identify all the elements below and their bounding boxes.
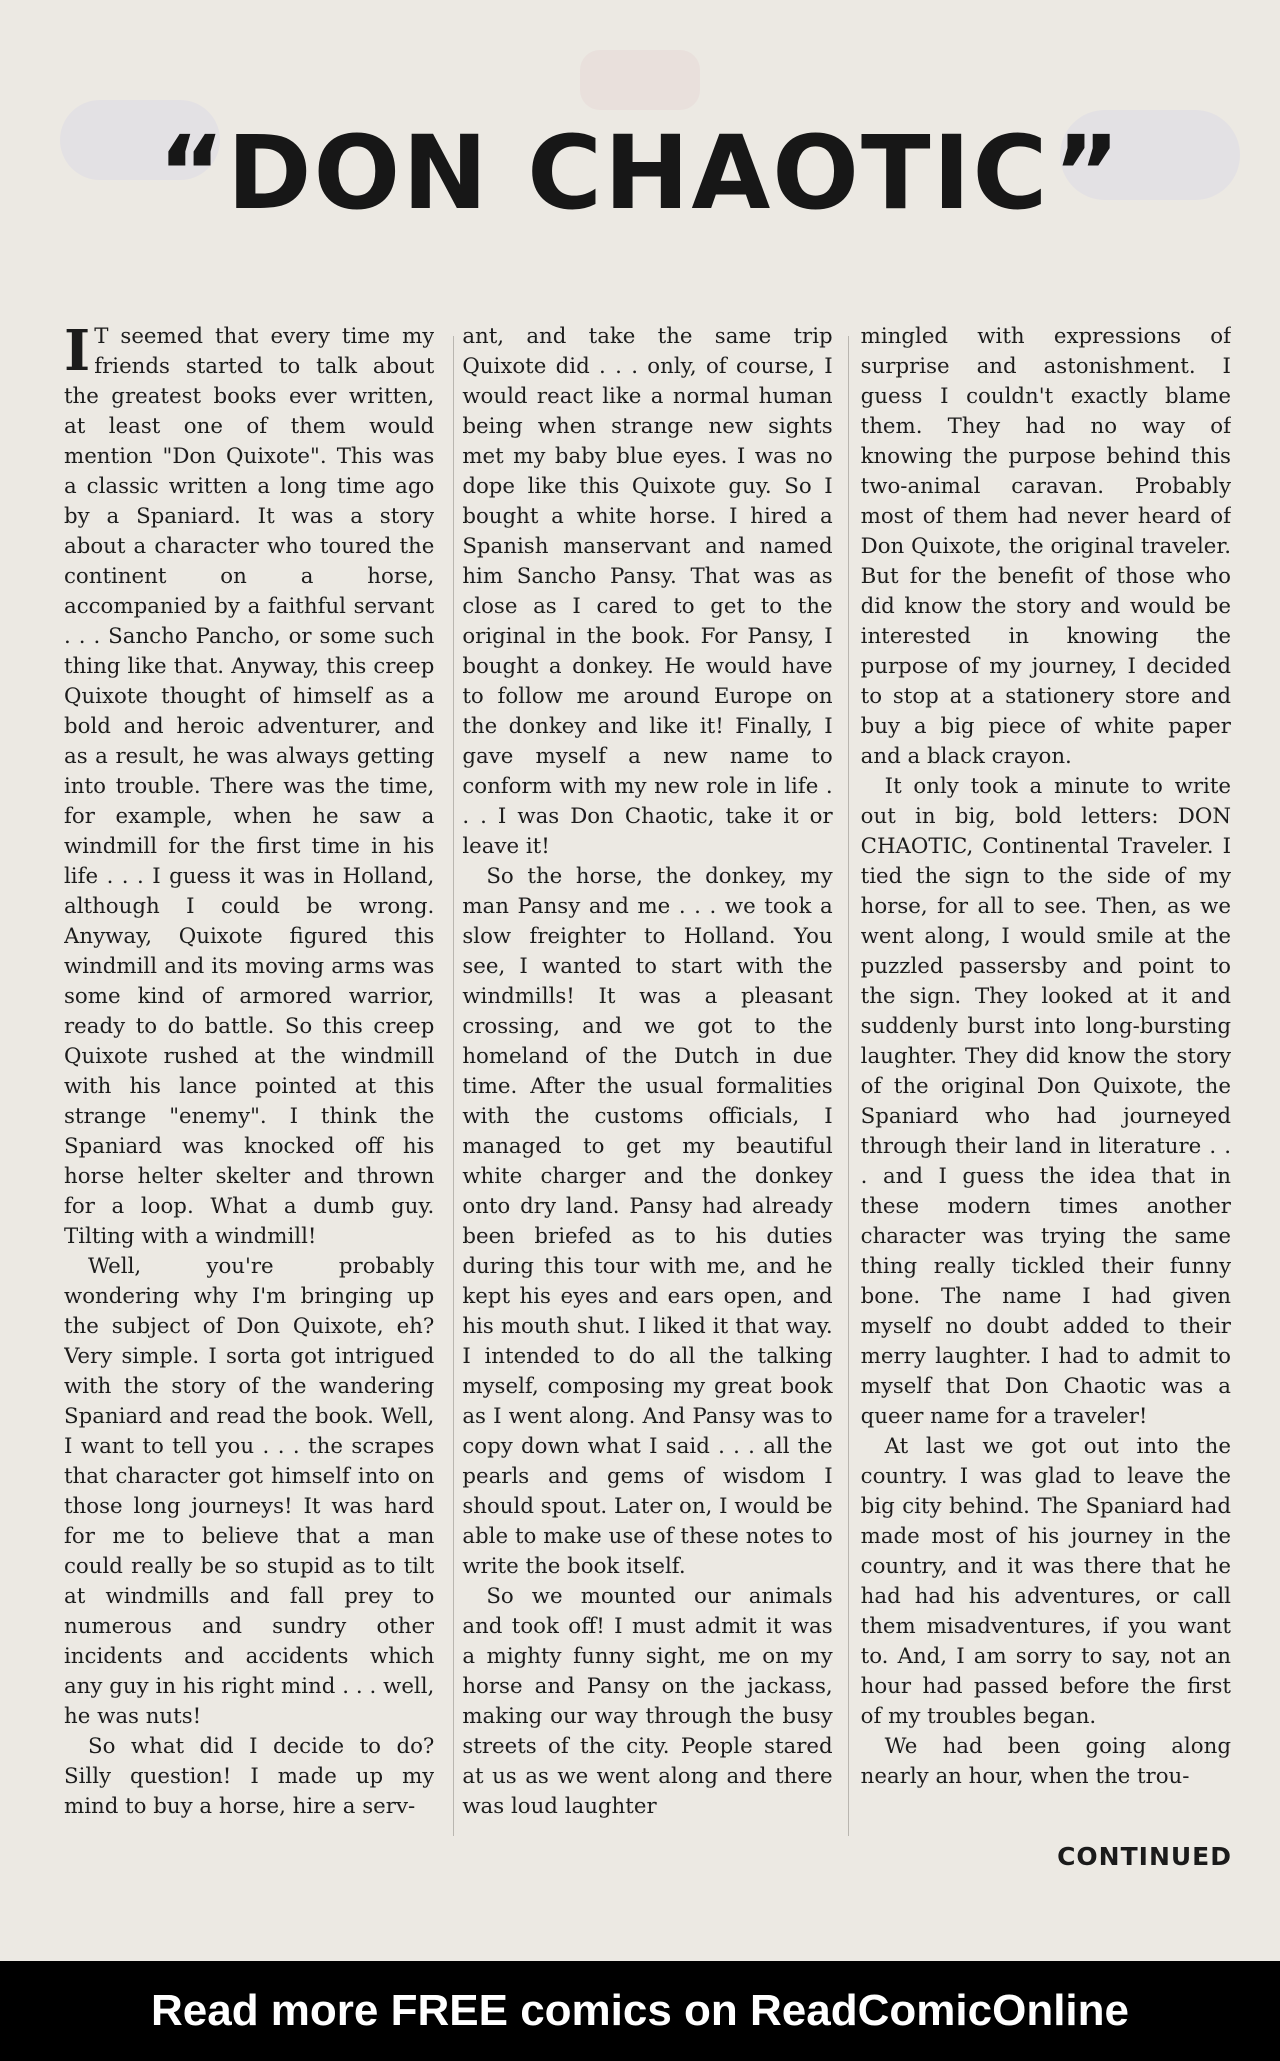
continued-label: CONTINUED [1057, 1842, 1232, 1871]
paragraph [64, 322, 434, 1252]
paragraph: ant, and take the same trip Quixote did . . . only, of course, I would react like a normal human being when strange new sights met my baby blue eyes. I was no dope like this Quixote guy. So I bought a white horse. I hired a Spanish manservant and named him Sancho Pansy. That was as close as I cared to get to the original in the book. For Pansy, I bought a donkey. He would have to follow me around Europe on the donkey and like it! Finally, I gave myself a new name to conform with my new role in life . . . I was Don Chaotic, take it or leave it! [462, 324, 833, 859]
paragraph-text: T seemed that every time my friends started to talk about the greatest books ever written, at least one of them would mention "Don Quixote". This was a classic written a long time ago by a Spaniard. It was a story about a character who toured the continent on a horse, accompanied by a faithful servant . . . Sancho Pancho, or some such thing like that. Anyway, this creep Quixote thought of himself as a bold and heroic adventurer, and as a result, he was always getting into trouble. There was the time, for example, when he saw a windmill for the first time in his life . . . I guess it was in Holland, although I could be wrong. Anyway, Quixote figured this windmill and its moving arms was some kind of armored warrior, ready to do battle. So this creep Quixote rushed at the windmill with his lance pointed at this strange "enemy". I think the Spaniard was knocked off his horse helter skelter and thrown for a loop. What a dumb guy. Tilting with a windmill! [64, 324, 435, 1249]
paragraph: So we mounted our animals and took off! I must admit it was a mighty funny sight, me on my horse and Pansy on the jackass, making our way through the busy streets of the city. People stared at us as we went along and there was loud laughter [462, 1584, 833, 1819]
paragraph: We had been going along nearly an hour, when the trou- [860, 1734, 1231, 1789]
paragraph: So what did I decide to do? Silly question! I made up my mind to buy a horse, hire a serv- [64, 1734, 435, 1819]
paragraph: So the horse, the donkey, my man Pansy and me . . . we took a slow freighter to Holland. You see, I wanted to start with the windmills! It was a pleasant crossing, and we got to the homeland of the Dutch in due time. After the usual formalities with the customs officials, I managed to get my beautiful white charger and the donkey onto dry land. Pansy had already been briefed as to his duties during this tour with me, and he kept his eyes and ears open, and his mouth shut. I liked it that way. I intended to do all the talking myself, composing my great book as I went along. And Pansy was to copy down what I said . . . all the pearls and gems of wisdom I should spout. Later on, I would be able to make use of these notes to write the book itself. [462, 864, 833, 1579]
paragraph: mingled with expressions of surprise and astonishment. I guess I couldn't exactly blame them. They had no way of knowing the purpose behind this two-animal caravan. Probably most of them had never heard of Don Quixote, the original traveler. But for the benefit of those who did know the story and would be interested in knowing the purpose of my journey, I decided to stop at a stationery store and buy a big piece of white paper and a black crayon. [860, 324, 1231, 769]
text-column-1 [64, 322, 434, 1832]
ghost-blob [580, 50, 700, 110]
paragraph: Well, you're probably wondering why I'm bringing up the subject of Don Quixote, eh? Very simple. I sorta got intrigued with the story of the wandering Spaniard and read the book. Well, I want to tell you . . . the scrapes that character got himself into on those long journeys! It was hard for me to believe that a man could really be so stupid as to tilt at windmills and fall prey to numerous and sundry other incidents and accidents which any guy in his right mind . . . well, he was nuts! [64, 1254, 435, 1729]
story-title: “DON CHAOTIC” [157, 114, 1123, 233]
text-column-2 [462, 322, 832, 1832]
text-column-3 [861, 322, 1231, 1832]
story-columns [64, 322, 1231, 1832]
drop-cap: I [64, 322, 91, 384]
promo-banner[interactable]: Read more FREE comics on ReadComicOnline [0, 1961, 1280, 2061]
paragraph: It only took a minute to write out in big, bold letters: DON CHAOTIC, Continental Traveler. I tied the sign to the side of my horse, for all to see. Then, as we went along, I would smile at the puzzled passersby and point to the sign. They looked at it and suddenly burst into long-bursting laughter. They did know the story of the original Don Quixote, the Spaniard who had journeyed through their land in literature . . . and I guess the idea that in these modern times another character was trying the same thing really tickled their funny bone. The name I had given myself no doubt added to their merry laughter. I had to admit to myself that Don Chaotic was a queer name for a traveler! [860, 774, 1231, 1429]
paragraph: At last we got out into the country. I was glad to leave the big city behind. The Spaniard had made most of his journey in the country, and it was there that he had had his adventures, or call them misadventures, if you want to. And, I am sorry to say, not an hour had passed before the first of my troubles began. [860, 1434, 1231, 1729]
